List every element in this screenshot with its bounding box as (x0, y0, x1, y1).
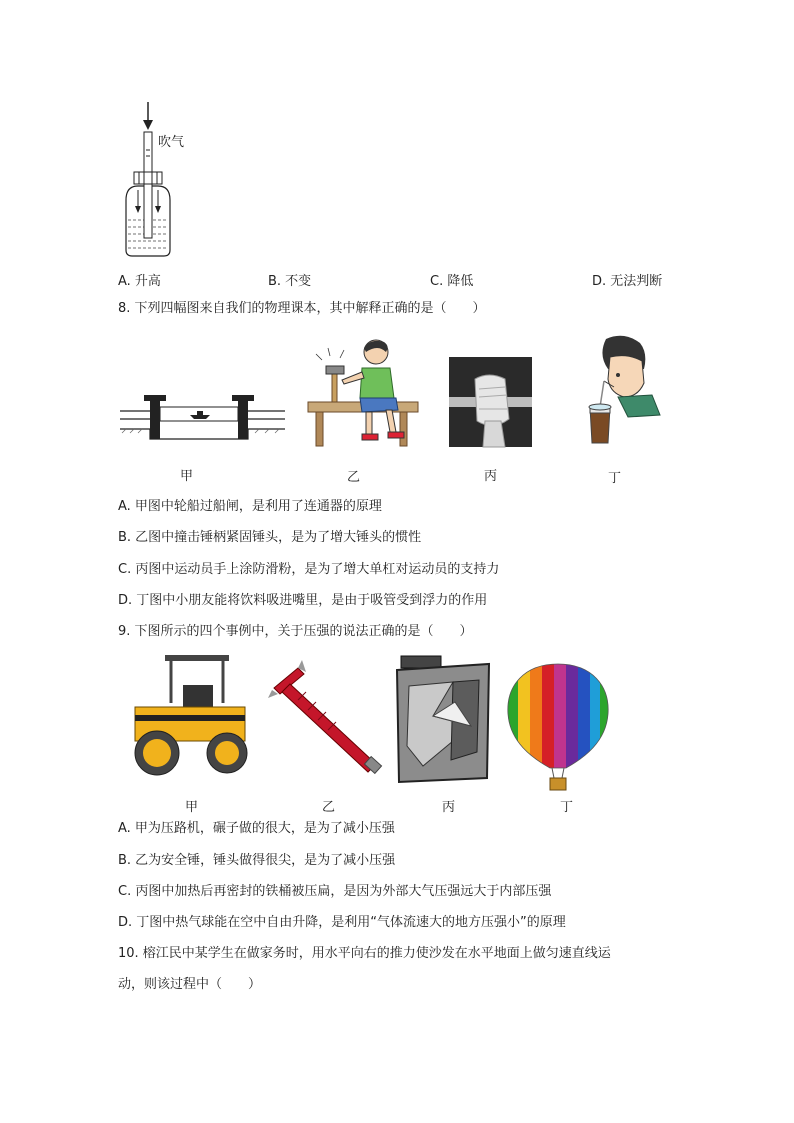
q7-option-d: D. 无法判断 (592, 274, 663, 289)
q9-caption-ding: 丁 (560, 800, 574, 815)
q8-option-c: C. 丙图中运动员手上涂防滑粉，是为了增大单杠对运动员的支持力 (118, 562, 500, 577)
q7-option-a: A. 升高 (118, 274, 161, 289)
crushed-can-figure (393, 656, 493, 784)
q8-option-d: D. 丁图中小朋友能将饮料吸进嘴里，是由于吸管受到浮力的作用 (118, 593, 488, 608)
q7-option-c: C. 降低 (430, 274, 474, 289)
q8-caption-yi: 乙 (347, 470, 361, 485)
blow-label: 吹气 (158, 135, 185, 150)
q8-caption-jia: 甲 (180, 469, 194, 484)
q8-option-a: A. 甲图中轮船过船闸，是利用了连通器的原理 (118, 499, 382, 514)
q9-option-d: D. 丁图中热气球能在空中自由升降，是利用“气体流速大的地方压强小”的原理 (118, 915, 566, 930)
q8-caption-bing: 丙 (484, 469, 498, 484)
q8-caption-ding: 丁 (608, 471, 622, 486)
q9-caption-bing: 丙 (442, 800, 456, 815)
q9-question: 9. 下图所示的四个事例中，关于压强的说法正确的是（ ） (118, 624, 473, 639)
q9-option-a: A. 甲为压路机，碾子做的很大，是为了减小压强 (118, 821, 395, 836)
hand-bar-figure (449, 357, 532, 447)
safety-hammer-figure (268, 660, 386, 778)
q10-question-line2: 动，则该过程中（ ） (118, 977, 262, 992)
bottle-diagram (118, 100, 198, 260)
ship-lock-figure (120, 385, 285, 445)
q8-option-b: B. 乙图中撞击锤柄紧固锤头，是为了增大锤头的惯性 (118, 530, 422, 545)
q7-option-b: B. 不变 (268, 274, 312, 289)
q8-question: 8. 下列四幅图来自我们的物理课本，其中解释正确的是（ ） (118, 301, 486, 316)
road-roller-figure (125, 655, 255, 780)
hammer-bench-figure (300, 338, 420, 448)
q9-caption-yi: 乙 (322, 800, 336, 815)
q9-caption-jia: 甲 (185, 800, 199, 815)
hot-air-balloon-figure (506, 662, 610, 792)
q9-option-c: C. 丙图中加热后再密封的铁桶被压扁，是因为外部大气压强远大于内部压强 (118, 884, 552, 899)
q9-option-b: B. 乙为安全锤，锤头做得很尖，是为了减小压强 (118, 853, 396, 868)
q10-question-line1: 10. 榕江民中某学生在做家务时，用水平向右的推力使沙发在水平地面上做匀速直线运 (118, 946, 611, 961)
boy-straw-figure (588, 335, 663, 450)
